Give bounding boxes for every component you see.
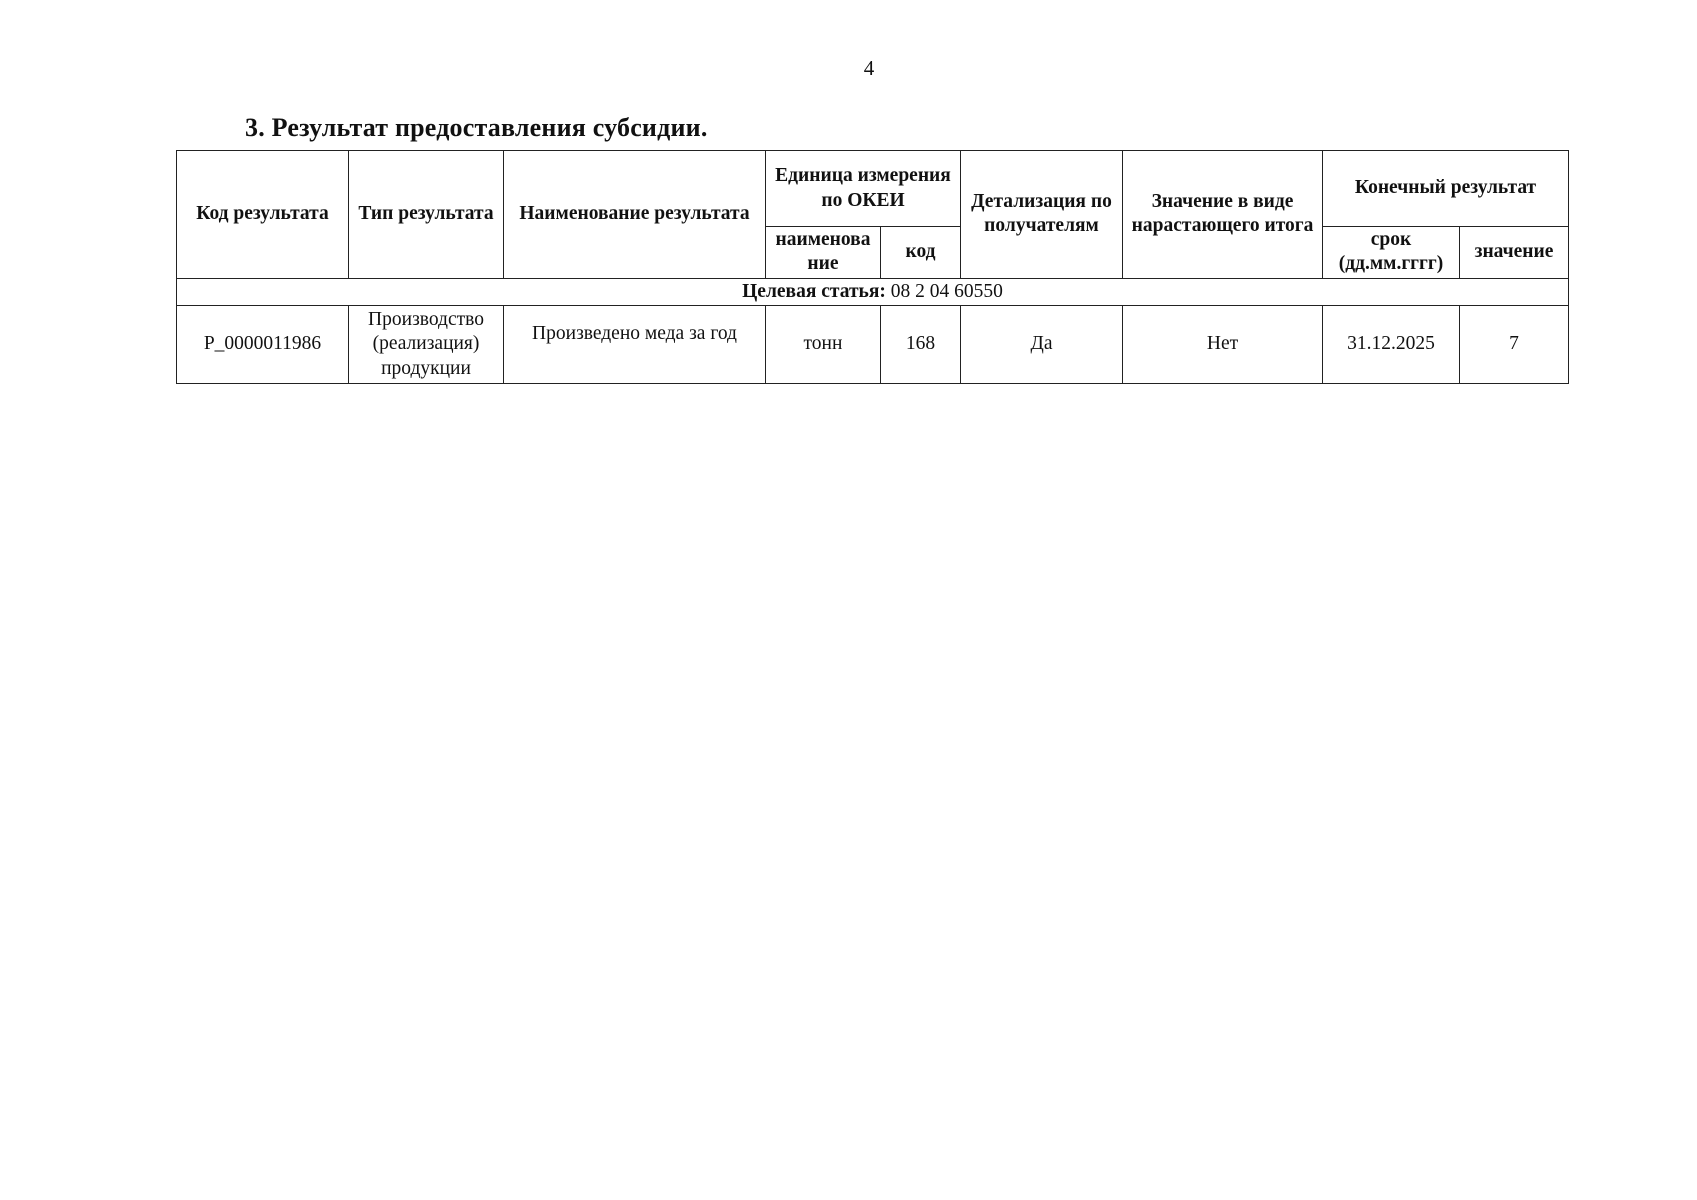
header-type: Тип результата xyxy=(349,151,504,279)
target-article-row xyxy=(177,278,1569,305)
header-row xyxy=(177,151,1569,227)
cell-final-date: 31.12.2025 xyxy=(1323,306,1460,384)
target-article-label: Целевая статья: xyxy=(742,280,886,302)
header-unit-group: Единица измерения по ОКЕИ xyxy=(766,151,961,227)
cell-code: P_0000011986 xyxy=(177,306,349,384)
header-final-value: значение xyxy=(1460,227,1569,279)
cell-type: Производство (реализация) продукции xyxy=(349,306,504,384)
cell-unit-code: 168 xyxy=(881,306,961,384)
header-code: Код результата xyxy=(177,151,349,279)
cell-name: Произведено меда за год xyxy=(504,306,766,384)
header-final-group: Конечный результат xyxy=(1323,151,1569,227)
cell-detail: Да xyxy=(961,306,1123,384)
section-title: 3. Результат предоставления субсидии. xyxy=(245,113,708,142)
header-final-date: срок (дд.мм.гггг) xyxy=(1323,227,1460,279)
cell-unit-name: тонн xyxy=(766,306,881,384)
cell-cumulative: Нет xyxy=(1123,306,1323,384)
target-article-cell xyxy=(177,278,1569,305)
table-row xyxy=(177,306,1569,384)
header-unit-code: код xyxy=(881,227,961,279)
cell-final-value: 7 xyxy=(1460,306,1569,384)
header-unit-name: наименова ние xyxy=(766,227,881,279)
page-number: 4 xyxy=(863,56,875,80)
header-name: Наименование результата xyxy=(504,151,766,279)
header-detail: Детализация по получателям xyxy=(961,151,1123,279)
result-table xyxy=(176,150,1569,384)
header-cumulative: Значение в виде нарастающего итога xyxy=(1123,151,1323,279)
target-article-value: 08 2 04 60550 xyxy=(890,280,1003,302)
